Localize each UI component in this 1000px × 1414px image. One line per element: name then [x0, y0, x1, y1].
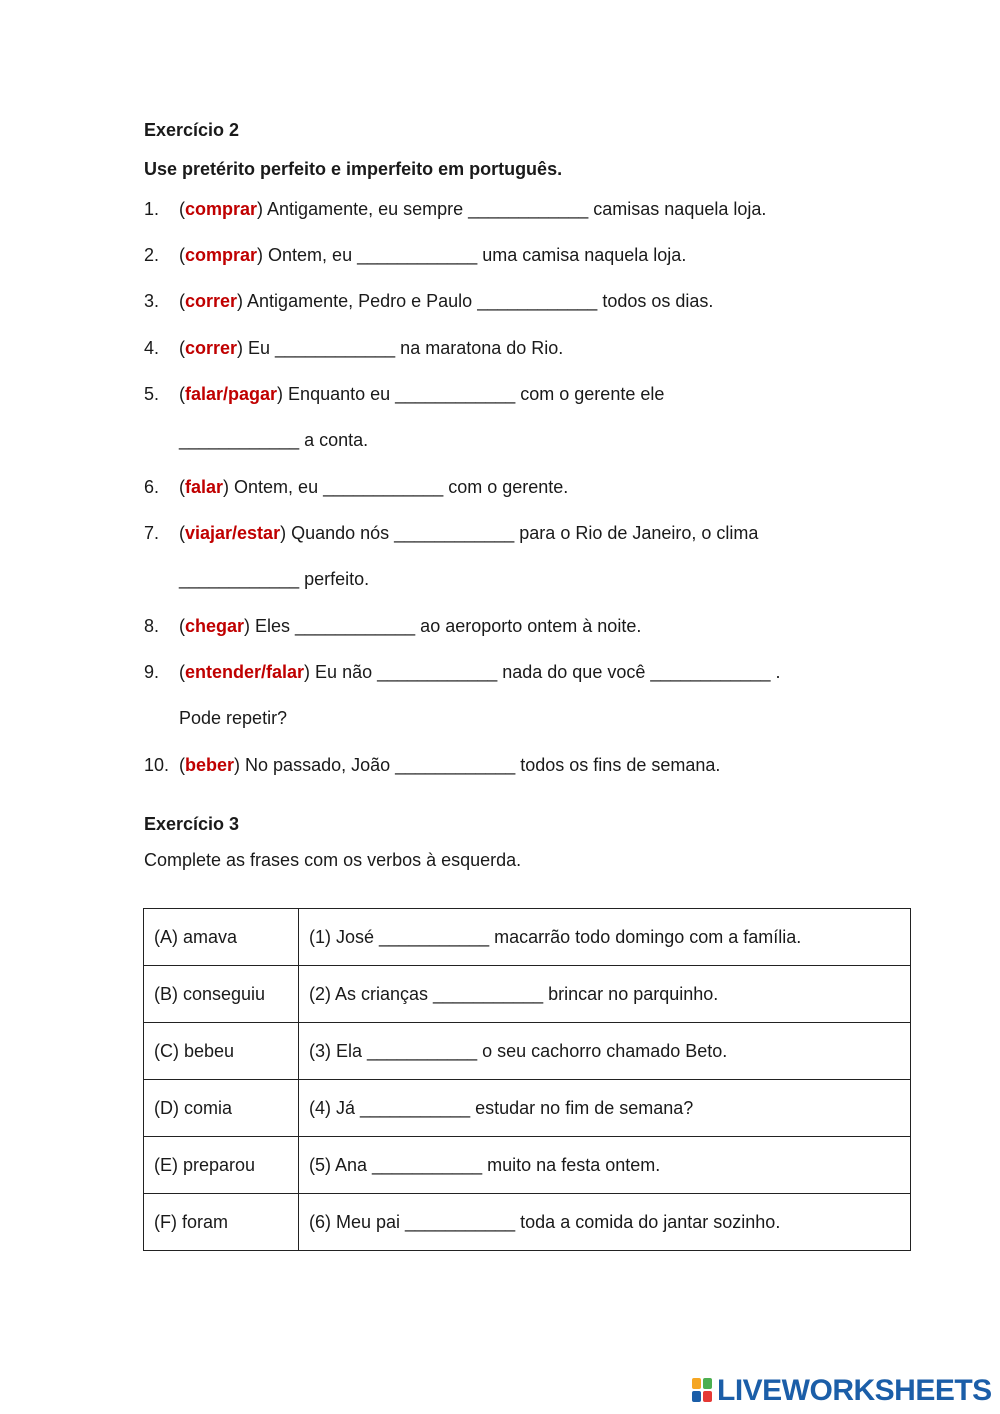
- verb-hint: correr: [185, 291, 238, 311]
- verb-hint: falar: [185, 477, 224, 497]
- item-text: Enquanto eu ____________ com o gerente ele: [283, 384, 665, 404]
- item-text: Eles ____________ ao aeroporto ontem à noite.: [250, 616, 642, 636]
- verb-option: (F) foram: [144, 1194, 299, 1251]
- item-text: Ontem, eu ____________ com o gerente.: [229, 477, 569, 497]
- item-number: 7.: [144, 523, 160, 543]
- item-text: Quando nós ____________ para o Rio de Janeiro, o clima: [286, 523, 759, 543]
- verb-hint: comprar: [185, 245, 258, 265]
- table-row: [144, 909, 911, 966]
- item-number: 8.: [144, 616, 160, 636]
- sentence-cell: (1) José ___________ macarrão todo domingo com a família.: [299, 909, 911, 966]
- exercise-item: 1. (comprar) Antigamente, eu sempre ____________ camisas naquela loja.: [144, 199, 767, 219]
- liveworksheets-logo: [692, 1376, 992, 1406]
- table-row: [144, 1023, 911, 1080]
- exercise-item: 4. (correr) Eu ____________ na maratona do Rio.: [144, 338, 564, 358]
- exercise-item: 10. (beber) No passado, João ____________ todos os fins de semana.: [144, 755, 721, 775]
- verb-option: (C) bebeu: [144, 1023, 299, 1080]
- verb-hint: falar/pagar: [185, 384, 278, 404]
- item-text: Eu ____________ na maratona do Rio.: [243, 338, 564, 358]
- matching-table: [143, 908, 911, 1251]
- exercise2-title: Exercício 2: [144, 120, 240, 140]
- item-continuation: ____________ a conta.: [179, 430, 369, 450]
- table-row: [144, 1194, 911, 1251]
- exercise-item: 9. (entender/falar) Eu não ____________ nada do que você ____________ .: [144, 662, 781, 682]
- item-text: Antigamente, Pedro e Paulo ____________ todos os dias.: [243, 291, 714, 311]
- table-row: [144, 1137, 911, 1194]
- verb-hint: chegar: [185, 616, 245, 636]
- verb-option: (A) amava: [144, 909, 299, 966]
- verb-hint: viajar/estar: [185, 523, 281, 543]
- logo-mark-icon: [692, 1378, 714, 1404]
- exercise2-instruction: Use pretérito perfeito e imperfeito em português.: [144, 159, 563, 179]
- logo-text: LIVEWORKSHEETS: [717, 1374, 992, 1407]
- exercise-item: 2. (comprar) Ontem, eu ____________ uma camisa naquela loja.: [144, 245, 687, 265]
- verb-hint: comprar: [185, 199, 258, 219]
- item-number: 3.: [144, 291, 160, 311]
- sentence-cell: (3) Ela ___________ o seu cachorro chamado Beto.: [299, 1023, 911, 1080]
- exercise3-title: Exercício 3: [144, 814, 240, 834]
- item-continuation: ____________ perfeito.: [179, 569, 370, 589]
- exercise-item: 3. (correr) Antigamente, Pedro e Paulo ____________ todos os dias.: [144, 291, 714, 311]
- item-number: 6.: [144, 477, 160, 497]
- item-text: Ontem, eu ____________ uma camisa naquela loja.: [263, 245, 687, 265]
- exercise-item: 8. (chegar) Eles ____________ ao aeroporto ontem à noite.: [144, 616, 642, 636]
- item-number: 10.: [144, 755, 170, 775]
- item-text: Eu não ____________ nada do que você ____________ .: [310, 662, 781, 682]
- item-number: 9.: [144, 662, 160, 682]
- verb-option: (E) preparou: [144, 1137, 299, 1194]
- sentence-cell: (2) As crianças ___________ brincar no parquinho.: [299, 966, 911, 1023]
- item-continuation: Pode repetir?: [179, 708, 288, 728]
- item-number: 1.: [144, 199, 160, 219]
- table-row: [144, 966, 911, 1023]
- item-number: 4.: [144, 338, 160, 358]
- sentence-cell: (4) Já ___________ estudar no fim de semana?: [299, 1080, 911, 1137]
- item-text: No passado, João ____________ todos os fins de semana.: [240, 755, 721, 775]
- sentence-cell: (6) Meu pai ___________ toda a comida do jantar sozinho.: [299, 1194, 911, 1251]
- verb-option: (B) conseguiu: [144, 966, 299, 1023]
- item-text: Antigamente, eu sempre ____________ camisas naquela loja.: [263, 199, 767, 219]
- verb-option: (D) comia: [144, 1080, 299, 1137]
- table-row: [144, 1080, 911, 1137]
- exercise-item: 7. (viajar/estar) Quando nós ____________ para o Rio de Janeiro, o clima: [144, 523, 759, 543]
- verb-hint: entender/falar: [185, 662, 305, 682]
- sentence-cell: (5) Ana ___________ muito na festa ontem.: [299, 1137, 911, 1194]
- exercise-item: 6. (falar) Ontem, eu ____________ com o gerente.: [144, 477, 569, 497]
- verb-hint: beber: [185, 755, 235, 775]
- item-number: 2.: [144, 245, 160, 265]
- verb-hint: correr: [185, 338, 238, 358]
- exercise3-instruction: Complete as frases com os verbos à esquerda.: [144, 850, 522, 870]
- exercise-item: 5. (falar/pagar) Enquanto eu ____________ com o gerente ele: [144, 384, 665, 404]
- item-number: 5.: [144, 384, 160, 404]
